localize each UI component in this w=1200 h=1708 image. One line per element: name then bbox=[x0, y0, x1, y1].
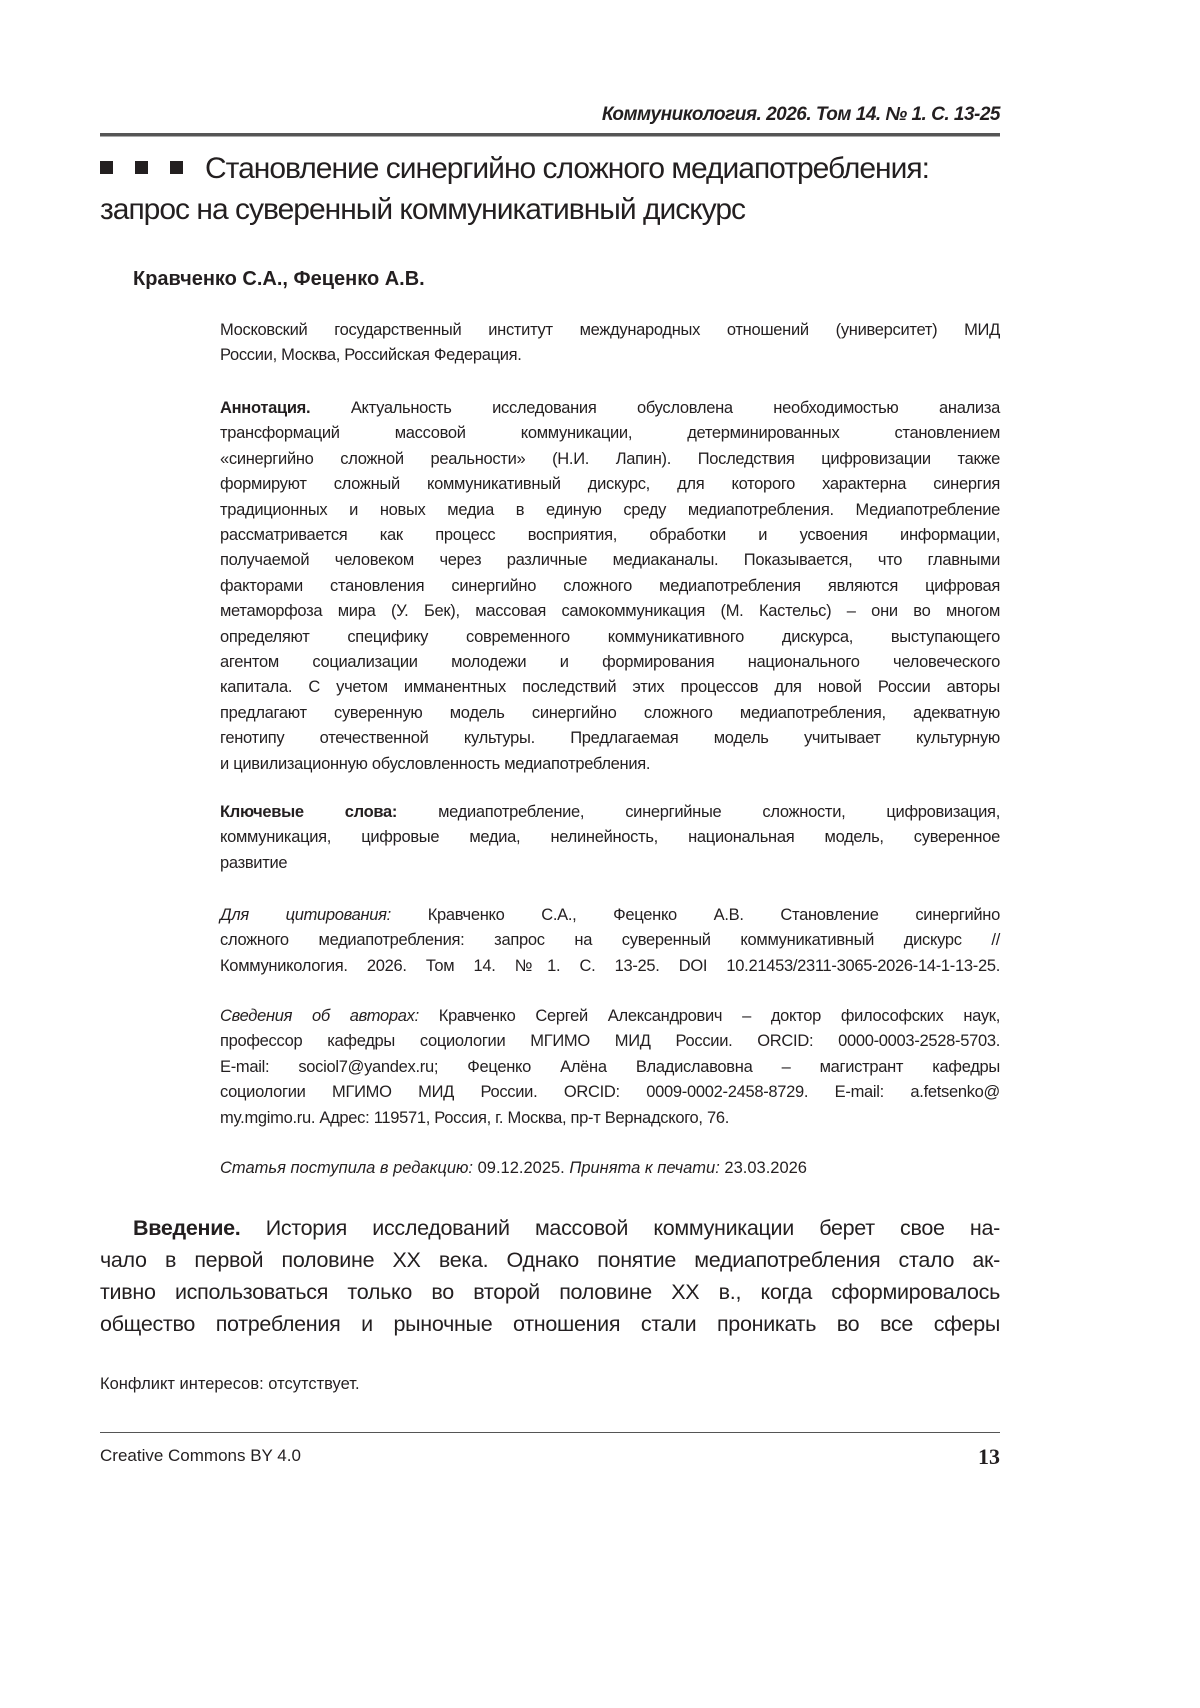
text-line: генотипу отечественной культуры. Предлагаемая модель учитывает культурную bbox=[220, 729, 1000, 748]
section-label: Аннотация. bbox=[220, 399, 311, 417]
introduction bbox=[100, 1212, 1000, 1340]
license: Creative Commons BY 4.0 bbox=[100, 1446, 301, 1465]
section-label: Введение. bbox=[133, 1216, 241, 1240]
about-authors bbox=[220, 1004, 1000, 1131]
text-line: сложного медиапотребления: запрос на суверенный коммуникативный дискурс // bbox=[220, 931, 1000, 950]
text-line: Для цитирования: Кравченко С.А., Феценко А.В. Становление синергийно bbox=[220, 906, 1000, 924]
section-label: Для цитирования: bbox=[220, 906, 391, 924]
text-line: определяют специфику современного коммуникативного дискурса, выступающего bbox=[220, 627, 1000, 646]
authors: Кравченко С.А., Феценко А.В. bbox=[133, 268, 425, 290]
text-line: агентом социализации молодежи и формирования национального человеческого bbox=[220, 653, 1000, 672]
conflict-of-interest: Конфликт интересов: отсутствует. bbox=[100, 1375, 360, 1393]
footer-divider bbox=[100, 1432, 1000, 1433]
text-line: Ключевые слова: медиапотребление, синергийные сложности, цифровизация, bbox=[220, 803, 1000, 821]
text-line: развитие bbox=[220, 853, 288, 872]
affiliation: Московский государственный институт международных отношений (университет) МИД России, Москва, Российская Федерация. bbox=[220, 321, 1000, 365]
text-line: коммуникация, цифровые медиа, нелинейность, национальная модель, суверенное bbox=[220, 828, 1000, 847]
text-line: Введение. История исследований массовой коммуникации берет свое на- bbox=[133, 1216, 1000, 1240]
text-line: социологии МГИМО МИД России. ORCID: 0009-0002-2458-8729. E-mail: a.fetsenko@ bbox=[220, 1083, 1000, 1102]
article-dates: Статья поступила в редакцию: 09.12.2025. Принята к печати: 23.03.2026 bbox=[220, 1159, 807, 1177]
section-label: Сведения об авторах: bbox=[220, 1007, 419, 1025]
text-line: традиционных и новых медиа в единую среду медиапотребления. Медиапотребление bbox=[220, 500, 1000, 519]
text-line: Сведения об авторах: Кравченко Сергей Александрович – доктор философских наук, bbox=[220, 1007, 1000, 1025]
page-number: 13 bbox=[978, 1444, 1000, 1469]
text-line: E-mail: sociol7@yandex.ru; Феценко Алёна Владиславовна – магистрант кафедры bbox=[220, 1057, 1000, 1076]
text-line: тивно использоваться только во второй половине XX в., когда сформировалось bbox=[100, 1280, 1000, 1304]
text-line: формируют сложный коммуникативный дискурс, для которого характерна синергия bbox=[220, 475, 1000, 494]
text-line: профессор кафедры социологии МГИМО МИД России. ORCID: 0000-0003-2528-5703. bbox=[220, 1032, 1000, 1051]
text-line: трансформаций массовой коммуникации, детерминированных становлением bbox=[220, 424, 1000, 443]
section-label: Ключевые слова: bbox=[220, 803, 398, 821]
text-line: метаморфоза мира (У. Бек), массовая самокоммуникация (М. Кастельс) – они во многом bbox=[220, 602, 1000, 621]
text-line: общество потребления и рыночные отношения стали проникать во все сферы bbox=[100, 1312, 1000, 1336]
square-bullet-icon bbox=[135, 161, 148, 174]
journal-reference: Коммуникология. 2026. Том 14. № 1. С. 13-25 bbox=[601, 104, 1000, 125]
text-line: предлагают суверенную модель синергийно сложного медиапотребления, адекватную bbox=[220, 703, 1000, 722]
text-line: рассматривается как процесс восприятия, обработки и усвоения информации, bbox=[220, 526, 1000, 545]
abstract bbox=[220, 396, 1000, 777]
text-line: чало в первой половине XX века. Однако понятие медиапотребления стало ак- bbox=[100, 1248, 1000, 1272]
article-title: Становление синергийно сложного медиапотребления: запрос на суверенный коммуникативный дискурс bbox=[100, 152, 929, 226]
text-line: получаемой человеком через различные медиаканалы. Показывается, что главными bbox=[220, 551, 1000, 570]
text-line: «синергийно сложной реальности» (Н.И. Лапин). Последствия цифровизации также bbox=[220, 449, 1000, 468]
text-line: Коммуникология. 2026. Том 14. №1. С. 13-25. DOI 10.21453/2311-3065-2026-14-1-13-25. bbox=[220, 956, 1000, 975]
text-line: капитала. С учетом имманентных последствий этих процессов для новой России авторы bbox=[220, 678, 1000, 697]
header-divider bbox=[100, 133, 1000, 137]
citation bbox=[220, 903, 1000, 979]
text-line: Аннотация. Актуальность исследования обусловлена необходимостью анализа bbox=[220, 399, 1000, 417]
square-bullet-icon bbox=[170, 161, 183, 174]
text-line: и цивилизационную обусловленность медиапотребления. bbox=[220, 754, 651, 773]
keywords bbox=[220, 800, 1000, 876]
text-line: my.mgimo.ru. Адрес: 119571, Россия, г. Москва, пр-т Вернадского, 76. bbox=[220, 1108, 730, 1127]
square-bullet-icon bbox=[100, 161, 113, 174]
text-line: факторами становления синергийно сложного медиапотребления являются цифровая bbox=[220, 576, 1000, 595]
